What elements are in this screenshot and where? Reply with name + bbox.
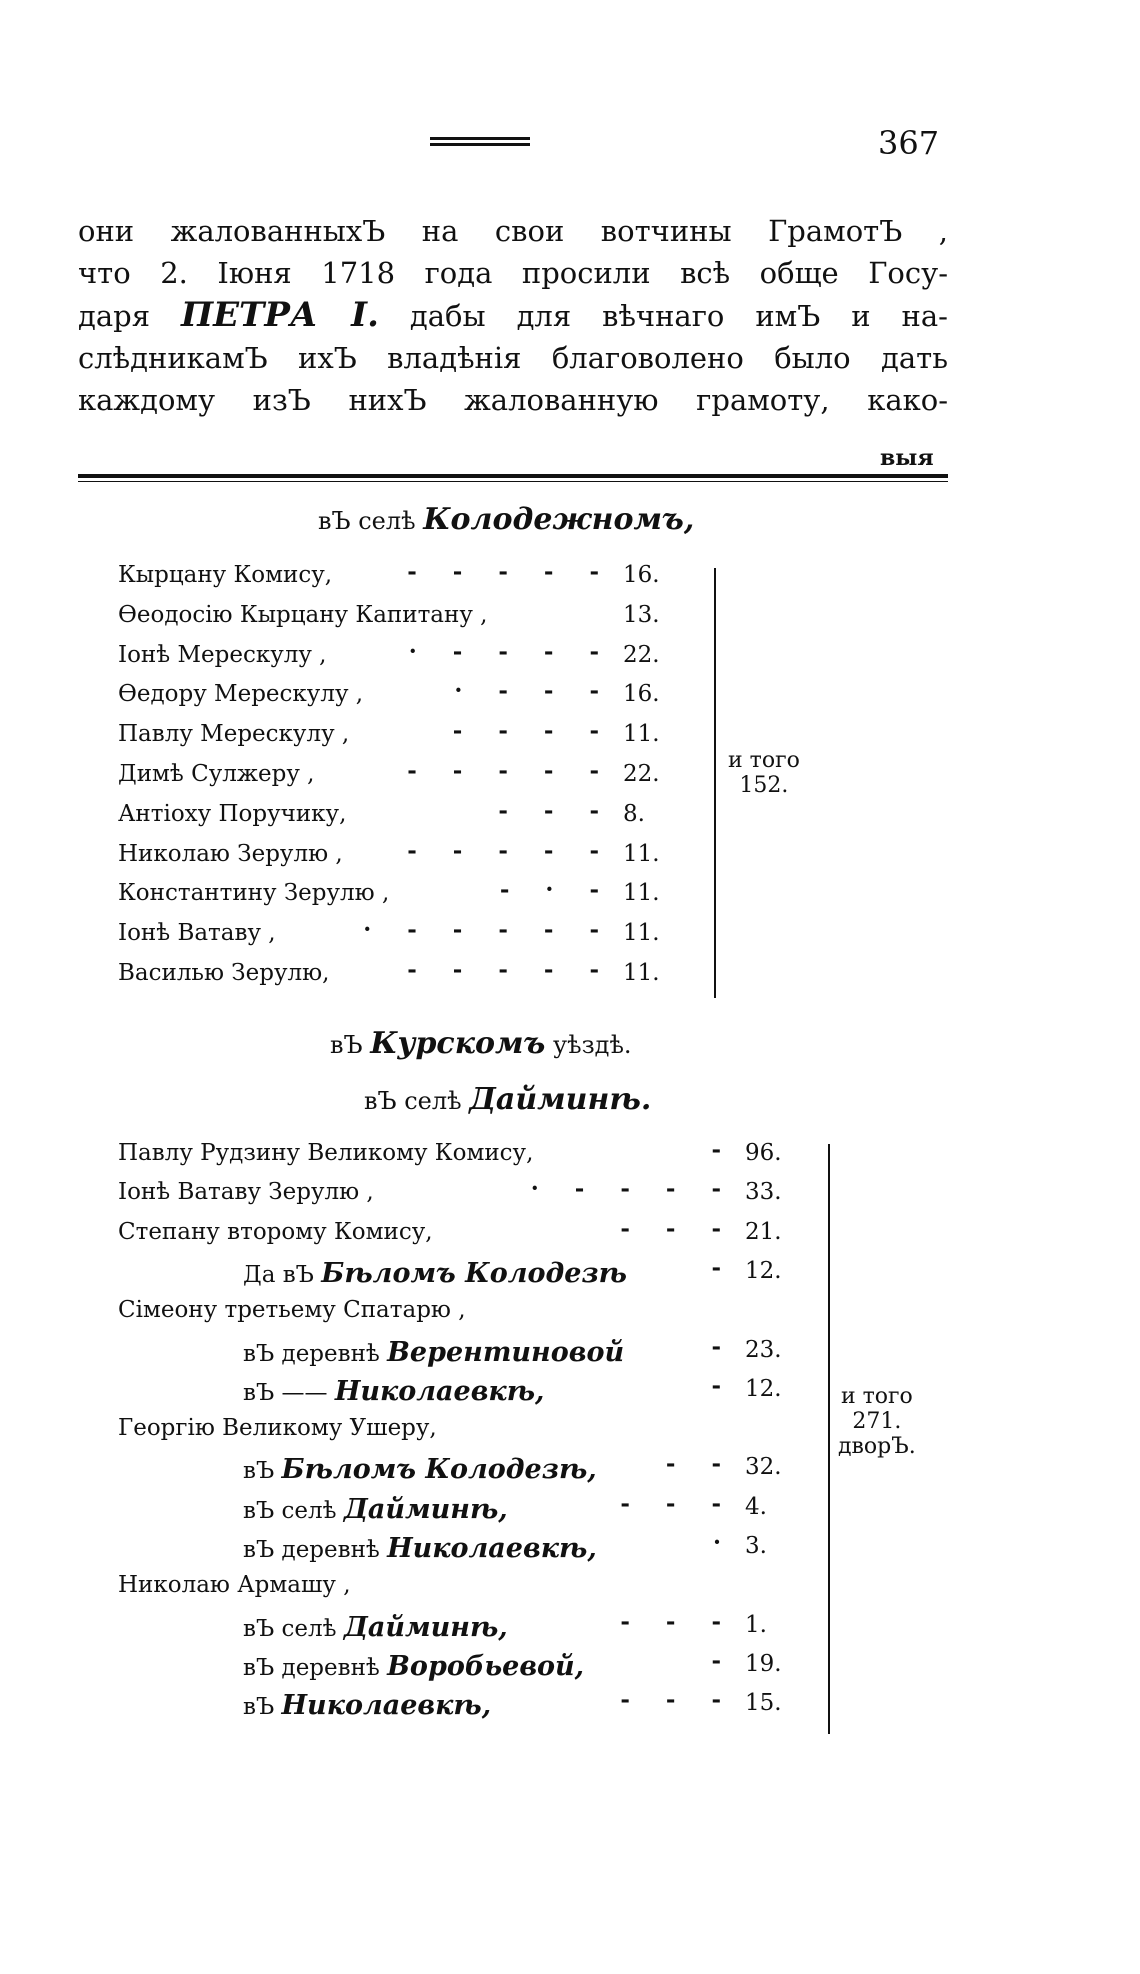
list-item-value: 12. (745, 1257, 782, 1284)
section3-total-value: 271. (852, 1409, 902, 1434)
list-item-name-text: Николаю Зерулю , (118, 840, 343, 867)
list-item-name (118, 761, 315, 787)
section1-heading-prefix: вЪ селѣ (318, 507, 416, 535)
list-item-name (118, 721, 349, 747)
list-item-name (243, 1533, 597, 1564)
list-item-place: Бѣломъ Колодезѣ, (281, 1454, 597, 1486)
list-item-place: Дайминѣ, (343, 1493, 508, 1525)
section1-heading-place: Колодежномъ, (423, 502, 695, 537)
list-item-place: Николаевкѣ, (334, 1375, 545, 1407)
section1-heading (318, 502, 694, 537)
list-item-value: 15. (745, 1690, 782, 1717)
list-item-leader: - - - - - (407, 757, 613, 784)
catchword: выя (880, 445, 934, 471)
list-item-name-text: Іонѣ Ватаву , (118, 920, 276, 947)
paragraph-line-1: они жалованныхЪ на свои вотчины ГрамотЪ , (78, 214, 948, 248)
list-item-place: Воробьевой, (387, 1650, 585, 1682)
list-item-name (118, 602, 488, 628)
list-item-leader: - (711, 1646, 735, 1674)
section2-subheading (364, 1082, 651, 1117)
list-item-place: Николаевкѣ, (281, 1690, 492, 1722)
list-item-name (118, 1140, 533, 1166)
list-item-name-text: Георгію Великому Ушеру, (118, 1415, 437, 1442)
list-item-name-text: Константину Зерулю , (118, 880, 390, 907)
paragraph-line-4: слѣдникамЪ ихЪ владѣнія благоволено было дать (78, 341, 948, 375)
list-item-name (243, 1612, 508, 1643)
list-item-name-text: вЪ деревнѣ (243, 1537, 388, 1563)
list-item-name-text: вЪ селѣ (243, 1497, 344, 1524)
list-item-name (243, 1651, 584, 1682)
section1-total (728, 748, 800, 798)
list-item-name (118, 642, 327, 668)
list-item-name-text: Да вЪ (243, 1261, 322, 1288)
list-item-name-text: Павлу Рудзину Великому Комису, (118, 1140, 534, 1166)
list-item-leader: - (711, 1332, 735, 1360)
list-item-name-text: вЪ (243, 1458, 282, 1485)
list-item-leader: - - - (620, 1489, 735, 1517)
list-item-leader: - - - (498, 796, 613, 824)
section3-total-unit: дворЪ. (838, 1434, 916, 1459)
list-item-value: 11. (623, 880, 660, 907)
list-item-name (243, 1258, 627, 1289)
list-item-name (118, 562, 332, 588)
list-item-value: 13. (623, 601, 660, 628)
list-item-name-text: Ѳеодосію Кырцану Капитану , (118, 601, 488, 628)
section2-subheading-place: Дайминѣ. (469, 1082, 652, 1117)
section2-subheading-prefix: вЪ селѣ (364, 1087, 462, 1115)
list-item-name (243, 1690, 491, 1721)
page-number: 367 (878, 124, 940, 162)
section1-brace (700, 568, 716, 998)
list-item-value: 11. (623, 840, 660, 867)
list-item-value: 3. (745, 1533, 767, 1559)
section2-heading-place: Курскомъ (370, 1026, 546, 1061)
list-item-value: 16. (623, 562, 660, 588)
paragraph-line-5: каждому изЪ нихЪ жалованную грамоту, како- (78, 383, 948, 417)
paragraph-line-2: что 2. Іюня 1718 года просили всѣ обще Госу- (78, 256, 948, 290)
header-double-rule (430, 137, 530, 149)
list-item-leader: - - - (620, 1214, 735, 1242)
list-item-place: Дайминѣ, (343, 1611, 508, 1643)
list-item-value: 21. (745, 1218, 782, 1245)
paragraph-line-3 (78, 294, 948, 337)
list-item-leader: - - - (620, 1607, 735, 1635)
list-item-name-text: Николаю Армашу , (118, 1572, 351, 1599)
list-item-value: 11. (623, 920, 660, 947)
list-item-value: 1. (745, 1611, 767, 1638)
list-item-name (118, 1415, 437, 1441)
tsar-name: ПЕТРА I. (180, 295, 379, 335)
paragraph-line-3-rest: дабы для вѣчнаго имЪ и на- (378, 299, 948, 333)
list-item-name-text: Сімеону третьему Спатарю , (118, 1297, 466, 1324)
list-item-name (118, 960, 329, 986)
list-item-leader: - (711, 1253, 735, 1281)
list-item-name-text: вЪ деревнѣ (243, 1654, 388, 1681)
list-item-name-text: Іонѣ Ватаву Зерулю , (118, 1179, 374, 1206)
list-item-value: 22. (623, 761, 660, 787)
list-item-name-text: вЪ —— (243, 1379, 335, 1406)
list-item-name (118, 920, 276, 946)
list-item-value: 19. (745, 1650, 782, 1677)
list-item-name-text: Димѣ Сулжеру , (118, 761, 315, 787)
section-rule (78, 474, 948, 478)
list-item-value: 32. (745, 1454, 782, 1481)
list-item-name (243, 1337, 624, 1368)
section2-heading-prefix: вЪ (330, 1031, 363, 1059)
list-item-name (243, 1454, 597, 1485)
list-item-leader: - - - - (452, 717, 613, 745)
list-item-name (118, 1179, 374, 1205)
list-item-leader: - - - (620, 1686, 735, 1714)
list-item-place: Верентиновой (387, 1336, 625, 1368)
list-item-name (118, 1219, 433, 1245)
list-item-name (118, 880, 389, 906)
list-item-name (118, 681, 363, 707)
list-item-name (243, 1376, 544, 1407)
section3-brace (816, 1144, 830, 1734)
opening-paragraph (78, 210, 948, 421)
list-item-value: 23. (745, 1336, 782, 1363)
section2-heading-suffix: уѣздѣ. (552, 1031, 632, 1059)
list-item-leader: - · - (499, 876, 613, 904)
list-item-name (118, 1297, 466, 1323)
list-item-name-text: вЪ селѣ (243, 1615, 344, 1642)
list-item-leader: - (711, 1136, 735, 1163)
list-item-value: 8. (623, 800, 645, 827)
list-item-leader: · - - - - - (363, 916, 613, 944)
list-item-name-text: вЪ (243, 1694, 282, 1721)
list-item-leader: - - - - - (407, 558, 613, 585)
list-item-name-text: Кырцану Комису, (118, 562, 333, 588)
list-item-name-text: Павлу Мерескулу , (118, 721, 350, 748)
list-item-leader: · (712, 1529, 735, 1556)
list-item-place: Бѣломъ Колодезѣ (321, 1257, 628, 1289)
list-item-leader: - (711, 1371, 735, 1399)
section1-total-label: и того (728, 748, 800, 773)
list-item-value: 11. (623, 960, 660, 986)
list-item-name-text: Степану второму Комису, (118, 1218, 433, 1245)
list-item-value: 22. (623, 641, 660, 668)
list-item-name-text: Іонѣ Мерескулу , (118, 641, 327, 668)
list-item-value: 33. (745, 1179, 782, 1206)
list-item-leader: - - - - - (407, 956, 613, 983)
section2-heading (330, 1026, 632, 1061)
paragraph-line-3-start: даря (78, 299, 181, 333)
section1-total-value: 152. (739, 773, 789, 798)
list-item-leader: - - (665, 1450, 735, 1478)
list-item-value: 16. (623, 681, 660, 708)
list-item-leader: · - - - (454, 677, 613, 705)
list-item-name (118, 801, 346, 827)
list-item-name (118, 841, 343, 867)
list-item-place: Николаевкѣ, (387, 1533, 597, 1564)
list-item-value: 96. (745, 1140, 782, 1166)
list-item-name-text: Василью Зерулю, (118, 960, 330, 986)
list-item-leader: · - - - - (530, 1175, 735, 1203)
list-item-value: 4. (745, 1493, 767, 1520)
list-item-value: 12. (745, 1375, 782, 1402)
list-item-leader: · - - - - (408, 637, 613, 665)
list-item-name-text: вЪ деревнѣ (243, 1340, 388, 1367)
list-item-value: 11. (623, 721, 660, 748)
list-item-name-text: Антіоху Поручику, (118, 800, 347, 827)
list-item-name (118, 1572, 351, 1598)
section3-total-label: и того (840, 1384, 913, 1409)
section-rule-thin (78, 481, 948, 482)
list-item-name-text: Ѳедору Мерескулу , (118, 681, 364, 708)
list-item-name (243, 1494, 508, 1525)
section3-total (838, 1384, 916, 1459)
list-item-leader: - - - - - (407, 836, 613, 864)
